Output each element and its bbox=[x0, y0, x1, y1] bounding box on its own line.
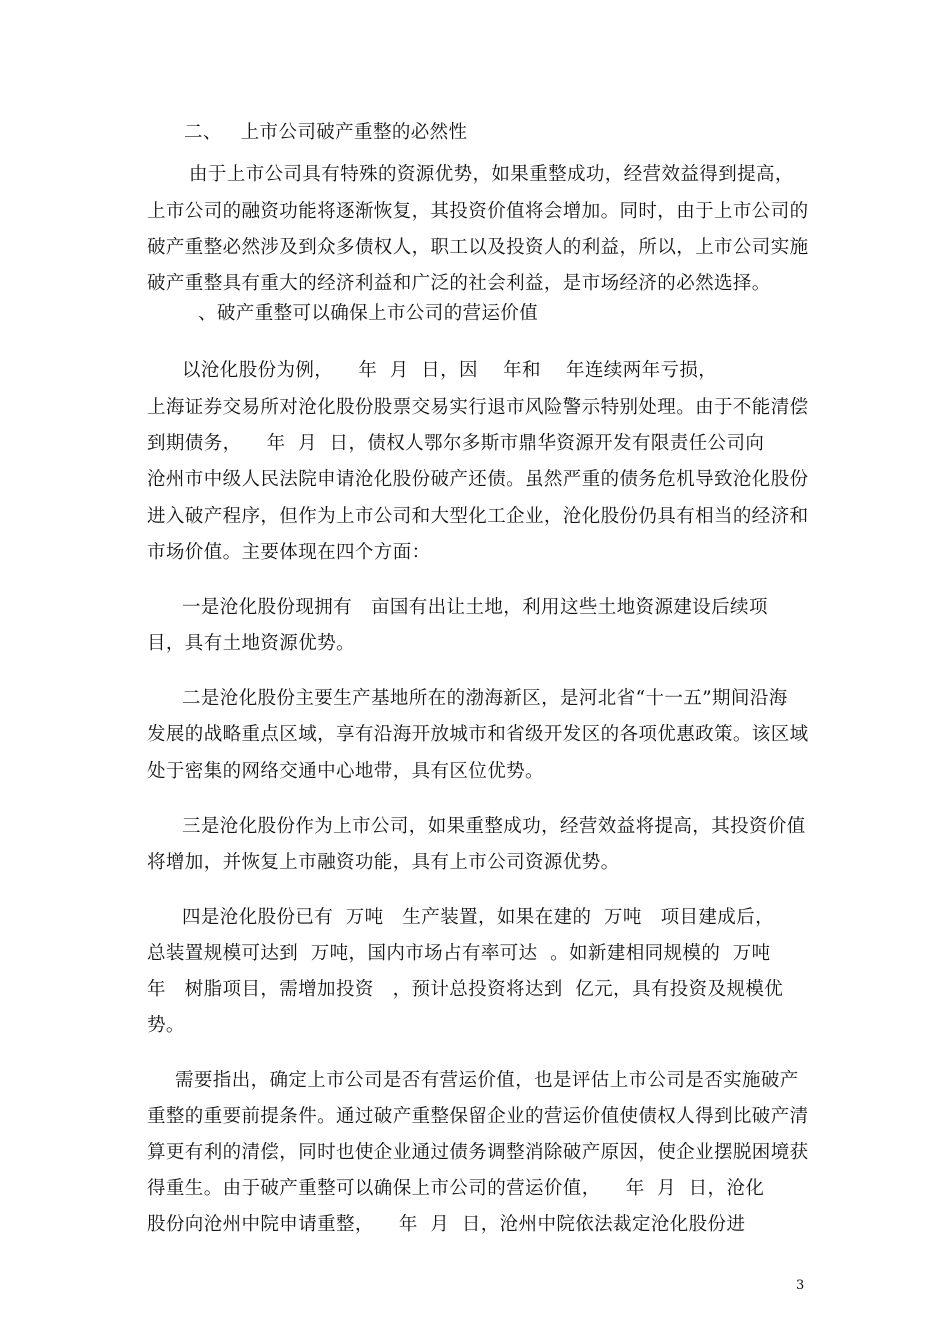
paragraph-line: 市场价值。主要体现在四个方面： bbox=[147, 542, 431, 563]
paragraph-line: 以沧化股份为例， 年 月 日，因 年和 年连续两年亏损， bbox=[182, 360, 718, 381]
paragraph-line: 势。 bbox=[147, 1015, 185, 1036]
paragraph-line: 年 树脂项目，需增加投资 ，预计总投资将达到 亿元，具有投资及规模优 bbox=[147, 979, 784, 1000]
paragraph-line: 进入破产程序，但作为上市公司和大型化工企业，沧化股份仍具有相当的经济和 bbox=[147, 506, 809, 527]
paragraph-line: 到期债务， 年 月 日，债权人鄂尔多斯市鼎华资源开发有限责任公司向 bbox=[147, 433, 765, 454]
paragraph-line: 破产重整具有重大的经济利益和广泛的社会利益，是市场经济的必然选择。 bbox=[147, 273, 771, 294]
paragraph-line: 需要指出，确定上市公司是否有营运价值，也是评估上市公司是否实施破产 bbox=[175, 1070, 799, 1091]
paragraph-line: 上海证券交易所对沧化股份股票交易实行退市风险警示特别处理。由于不能清偿 bbox=[147, 397, 809, 418]
paragraph-line: 算更有利的清偿，同时也使企业通过债务调整消除破产原因，使企业摆脱困境获 bbox=[147, 1142, 809, 1163]
paragraph-line: 上市公司的融资功能将逐渐恢复，其投资价值将会增加。同时，由于上市公司的 bbox=[147, 201, 809, 222]
paragraph-line: 破产重整必然涉及到众多债权人，职工以及投资人的利益，所以，上市公司实施 bbox=[147, 237, 809, 258]
paragraph-line: 将增加，并恢复上市融资功能，具有上市公司资源优势。 bbox=[147, 852, 620, 873]
paragraph-line: 沧州市中级人民法院申请沧化股份破产还债。虽然严重的债务危机导致沧化股份 bbox=[147, 469, 809, 490]
paragraph-line: 重整的重要前提条件。通过破产重整保留企业的营运价值使债权人得到比破产清 bbox=[147, 1106, 809, 1127]
paragraph-line: 四是沧化股份已有 万吨 生产装置，如果在建的 万吨 项目建成后， bbox=[182, 907, 775, 928]
paragraph-line: 目，具有土地资源优势。 bbox=[147, 633, 355, 654]
paragraph-line: 处于密集的网络交通中心地带，具有区位优势。 bbox=[147, 761, 544, 782]
paragraph-line: 由于上市公司具有特殊的资源优势，如果重整成功，经营效益得到提高， bbox=[189, 164, 794, 185]
subsection-heading: 、破产重整可以确保上市公司的营运价值 bbox=[198, 303, 539, 324]
paragraph-line: 股份向沧州中院申请重整， 年 月 日，沧州中院依法裁定沧化股份进 bbox=[147, 1214, 746, 1235]
paragraph-line: 二是沧化股份主要生产基地所在的渤海新区，是河北省“十一五”期间沿海 bbox=[182, 688, 788, 709]
paragraph-line: 总装置规模可达到 万吨，国内市场占有率可达 。如新建相同规模的 万吨 bbox=[147, 943, 771, 964]
paragraph-line: 一是沧化股份现拥有 亩国有出让土地，利用这些土地资源建设后续项 bbox=[182, 597, 768, 618]
paragraph-line: 三是沧化股份作为上市公司，如果重整成功，经营效益将提高，其投资价值 bbox=[182, 816, 806, 837]
page-number: 3 bbox=[796, 1278, 805, 1293]
paragraph-line: 发展的战略重点区域，享有沿海开放城市和省级开发区的各项优惠政策。该区域 bbox=[147, 724, 809, 745]
section-heading: 二、 上市公司破产重整的必然性 bbox=[184, 122, 468, 143]
paragraph-line: 得重生。由于破产重整可以确保上市公司的营运价值， 年 月 日，沧化 bbox=[147, 1178, 765, 1199]
